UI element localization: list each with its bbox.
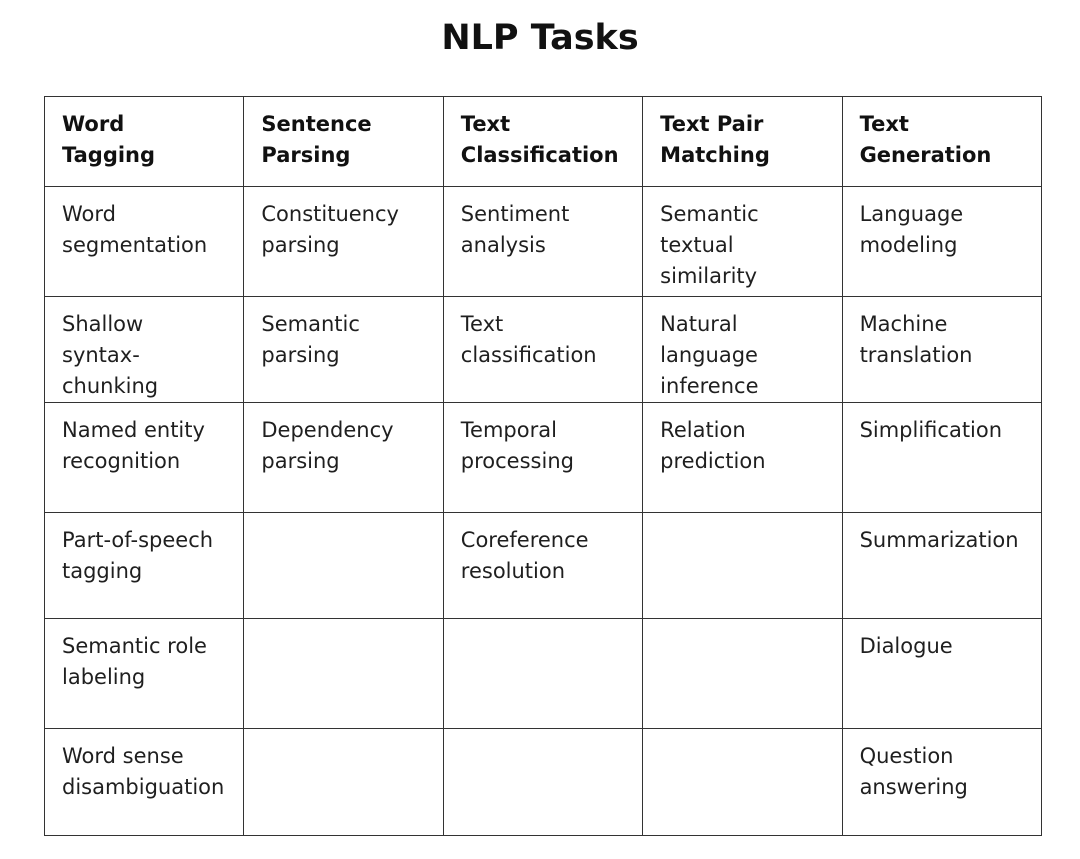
table-cell: Coreference resolution [443, 513, 642, 619]
table-cell: Shallow syntax-chunking [45, 297, 244, 403]
table-cell: Natural language inference [643, 297, 842, 403]
header-word-tagging: Word Tagging [45, 97, 244, 187]
table-cell: Constituency parsing [244, 187, 443, 297]
table-row [45, 297, 1042, 403]
table-cell: Dialogue [842, 619, 1041, 729]
table-cell: Named entity recognition [45, 403, 244, 513]
table-cell: Summarization [842, 513, 1041, 619]
table-row [45, 619, 1042, 729]
header-text-generation: Text Generation [842, 97, 1041, 187]
header-text-classification: Text Classification [443, 97, 642, 187]
table-cell-empty [244, 729, 443, 836]
table-cell: Relation prediction [643, 403, 842, 513]
table-cell-empty [643, 729, 842, 836]
table-cell: Semantic parsing [244, 297, 443, 403]
table-cell: Question answering [842, 729, 1041, 836]
table-cell-empty [443, 619, 642, 729]
table-cell-empty [643, 513, 842, 619]
table-row [45, 513, 1042, 619]
table-cell: Language modeling [842, 187, 1041, 297]
header-text-pair-matching: Text Pair Matching [643, 97, 842, 187]
table-cell: Temporal processing [443, 403, 642, 513]
table-row [45, 403, 1042, 513]
header-sentence-parsing: Sentence Parsing [244, 97, 443, 187]
table-cell-empty [244, 619, 443, 729]
table-row [45, 729, 1042, 836]
page-title: NLP Tasks [441, 18, 639, 58]
nlp-tasks-table [44, 96, 1042, 836]
table-cell-empty [643, 619, 842, 729]
table-cell: Dependency parsing [244, 403, 443, 513]
table-cell: Word sense disambiguation [45, 729, 244, 836]
table-cell: Semantic textual similarity [643, 187, 842, 297]
table-row [45, 187, 1042, 297]
table-cell-empty [443, 729, 642, 836]
table-cell: Sentiment analysis [443, 187, 642, 297]
table-cell: Word segmentation [45, 187, 244, 297]
table-cell: Machine translation [842, 297, 1041, 403]
table-cell: Part-of-speech tagging [45, 513, 244, 619]
header-row [45, 97, 1042, 187]
table-cell: Simplification [842, 403, 1041, 513]
table-cell: Text classification [443, 297, 642, 403]
table-cell-empty [244, 513, 443, 619]
table-cell: Semantic role labeling [45, 619, 244, 729]
